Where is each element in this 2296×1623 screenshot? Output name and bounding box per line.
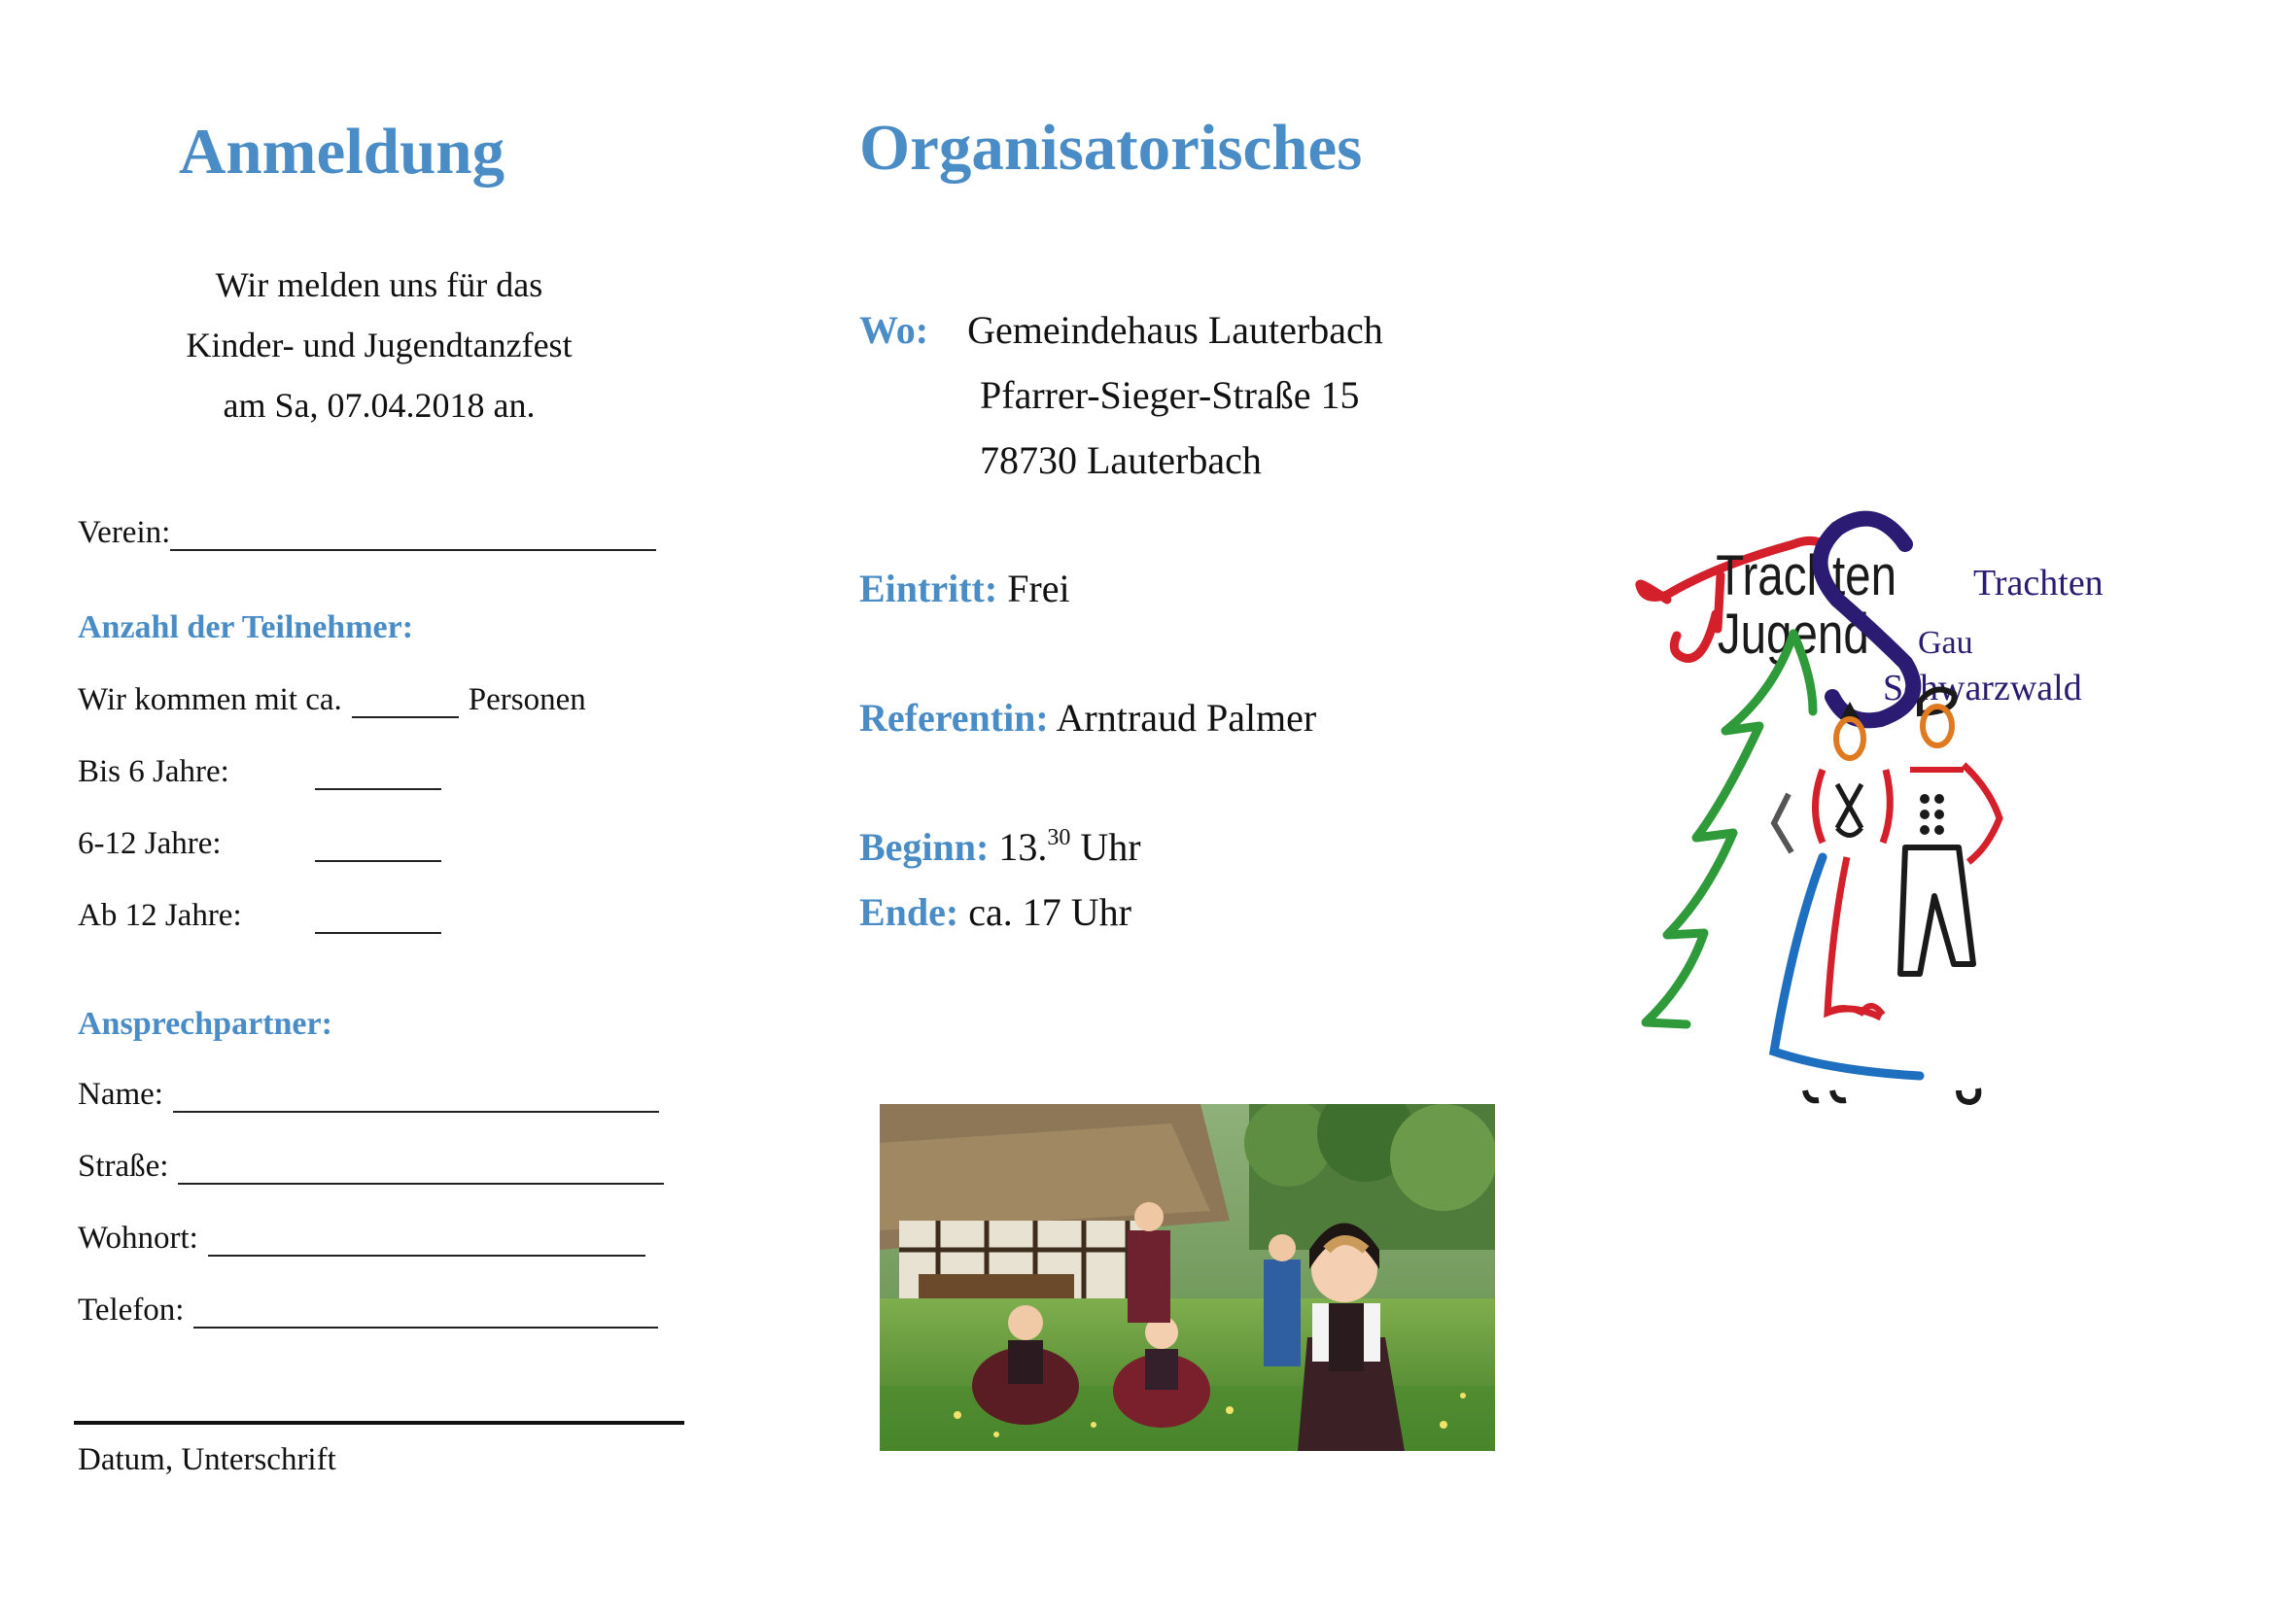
contact-phone-field	[78, 1293, 658, 1329]
beginn-label: Beginn:	[859, 825, 990, 869]
intro-text	[78, 255, 680, 435]
contact-input-line[interactable]	[193, 1299, 658, 1329]
personen-suffix: Personen	[468, 682, 586, 717]
contact-street-field	[78, 1149, 664, 1185]
contact-label: Wohnort:	[78, 1221, 198, 1256]
ende-label: Ende:	[859, 890, 959, 934]
form-title: Anmeldung	[179, 116, 505, 188]
contact-label: Telefon:	[78, 1293, 185, 1328]
org-title: Organisatorisches	[859, 112, 1363, 184]
eintritt-value: Frei	[1007, 567, 1070, 610]
logo-word-jugend: Jugend	[1717, 603, 1869, 667]
contact-input-line[interactable]	[178, 1156, 664, 1185]
ende-row	[859, 889, 1131, 935]
trachtenjugend-logo	[1628, 507, 2250, 1120]
logo-word-trachten-2: Trachten	[1973, 563, 2104, 604]
ende-value: ca. 17 Uhr	[968, 890, 1131, 934]
beginn-suffix: Uhr	[1080, 825, 1141, 869]
age-input-line[interactable]	[315, 833, 441, 862]
signature-label: Datum, Unterschrift	[78, 1442, 336, 1477]
teilnehmer-heading: Anzahl der Teilnehmer:	[78, 609, 414, 645]
verein-label: Verein:	[78, 515, 171, 550]
age-row	[78, 826, 441, 862]
address-line-1: Gemeindehaus Lauterbach	[967, 308, 1383, 352]
age-input-line[interactable]	[315, 905, 441, 934]
age-label: 6-12 Jahre:	[78, 826, 222, 861]
age-row	[78, 754, 441, 790]
age-input-line[interactable]	[315, 761, 441, 790]
contact-label: Name:	[78, 1077, 163, 1112]
beginn-minutes: 30	[1047, 824, 1071, 850]
personen-field	[78, 682, 586, 718]
intro-line-1: Wir melden uns für das	[215, 265, 543, 304]
contact-name-field	[78, 1077, 659, 1113]
logo-word-schwarzwald: Schwarzwald	[1883, 668, 2082, 708]
beginn-row	[859, 824, 1141, 870]
personen-input-line[interactable]	[352, 689, 459, 718]
contact-input-line[interactable]	[173, 1084, 659, 1113]
contact-label: Straße:	[78, 1149, 169, 1184]
wo-row	[859, 307, 1383, 353]
referentin-value: Arntraud Palmer	[1056, 696, 1317, 740]
signature-line[interactable]	[74, 1421, 684, 1425]
referentin-label: Referentin:	[859, 696, 1049, 740]
event-photo	[880, 1104, 1495, 1451]
referentin-row	[859, 695, 1316, 741]
eintritt-label: Eintritt:	[859, 567, 998, 610]
logo-word-trachten-1: Trachten	[1716, 544, 1897, 608]
intro-line-2: Kinder- und Jugendtanzfest	[186, 326, 573, 364]
age-row	[78, 898, 441, 934]
contact-input-line[interactable]	[208, 1227, 645, 1257]
verein-input-line[interactable]	[170, 522, 656, 551]
age-label: Bis 6 Jahre:	[78, 754, 229, 789]
personen-prefix: Wir kommen mit ca.	[78, 682, 342, 717]
eintritt-row	[859, 566, 1070, 611]
logo-graphic	[1628, 507, 2250, 1120]
intro-line-3: am Sa, 07.04.2018 an.	[223, 386, 536, 425]
beginn-hour: 13.	[998, 825, 1048, 869]
contact-city-field	[78, 1221, 645, 1257]
logo-word-gau: Gau	[1918, 625, 1973, 661]
address-line-2: Pfarrer-Sieger-Straße 15	[980, 373, 1360, 417]
wo-label: Wo:	[859, 308, 929, 352]
age-label: Ab 12 Jahre:	[78, 898, 242, 933]
address-line-3: 78730 Lauterbach	[980, 438, 1262, 482]
ansprech-heading: Ansprechpartner:	[78, 1006, 332, 1042]
verein-field	[78, 515, 656, 551]
